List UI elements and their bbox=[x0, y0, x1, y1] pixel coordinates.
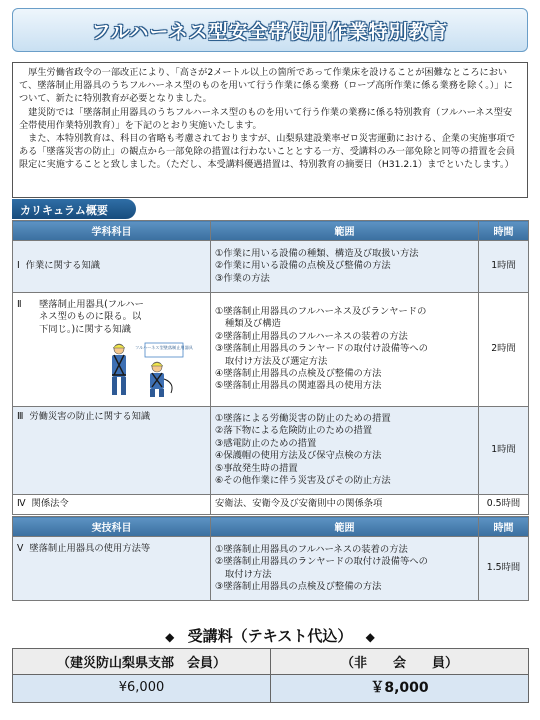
scope-line: ②墜落制止用器具のランヤードの取付け設備等への bbox=[215, 556, 428, 568]
scope-line: 安衛法、安衛令及び安衛則中の関係条項 bbox=[215, 497, 383, 509]
subject-text: 墜落制止用器具の使用方法等 bbox=[29, 543, 151, 554]
scope-line: ⑤事故発生時の措置 bbox=[215, 462, 298, 474]
intro-paragraph-1: 厚生労働省政令の一部改正により、「高さが2メートル以上の箇所であって作業床を設けることが困難なところにおいて、墜落制止用器具のうちフルハーネス型のものを用いて行う作業に係る業務（ロープ高所作業に係る業務を除く。）」について、新たに特別教育が必要となりました。 bbox=[19, 67, 513, 105]
scope-line: ②作業に用いる設備の点検及び整備の方法 bbox=[215, 260, 391, 272]
intro-paragraph-2: 建災防では「墜落制止用器具のうちフルハーネス型のものを用いて行う作業の業務に係る特別教育（フルハーネス型安全帯使用作業特別教育）」を下記のとおり実施いたします。 bbox=[19, 106, 513, 131]
scope-line: 取付け方法及び選定方法 bbox=[225, 355, 328, 367]
time-cell: 1時間 bbox=[479, 406, 529, 494]
diamond-icon: ◆ bbox=[365, 630, 375, 644]
scope-line: 取付け方法 bbox=[225, 568, 272, 580]
scope-line: ③墜落制止用器具のランヤードの取付け設備等への bbox=[215, 343, 428, 355]
time-cell: 0.5時間 bbox=[479, 494, 529, 514]
subject-num: Ⅱ bbox=[17, 299, 22, 310]
subject-cell bbox=[13, 494, 211, 514]
member-price: ¥6,000 bbox=[13, 675, 271, 703]
table-row bbox=[13, 494, 529, 514]
intro-box bbox=[12, 62, 528, 198]
col-header-practical-subject: 実技科目 bbox=[13, 517, 211, 537]
nonmember-price: ￥8,000 bbox=[271, 675, 529, 703]
subject-text: 作業に関する知識 bbox=[25, 260, 101, 272]
scope-cell bbox=[211, 293, 479, 407]
subject-cell bbox=[13, 537, 211, 601]
time-cell: 2時間 bbox=[479, 293, 529, 407]
scope-line: ⑥その他作業に伴う災害及びその防止方法 bbox=[215, 474, 391, 486]
col-header-scope: 範囲 bbox=[211, 221, 479, 241]
scope-line: ④墜落制止用器具の点検及び整備の方法 bbox=[215, 367, 382, 379]
harness-illustration bbox=[99, 339, 193, 399]
subject-text: 墜落制止用器具(フルハーネス型のものに限る。以下同じ。)に関する知識 bbox=[39, 299, 144, 335]
subject-num: Ⅴ bbox=[17, 543, 24, 554]
scope-line: 種類及び構造 bbox=[225, 318, 281, 330]
subject-cell bbox=[13, 293, 211, 407]
diamond-icon: ◆ bbox=[165, 630, 175, 644]
col-header-subject: 学科科目 bbox=[13, 221, 211, 241]
time-cell: 1.5時間 bbox=[479, 537, 529, 601]
scope-cell bbox=[211, 241, 479, 293]
subject-num: Ⅰ bbox=[17, 260, 20, 272]
subject-text: 労働災害の防止に関する知識 bbox=[29, 410, 151, 422]
scope-line: ②墜落制止用器具のフルハーネスの装着の方法 bbox=[215, 330, 408, 342]
member-label: （建災防山梨県支部 会員） bbox=[13, 649, 271, 675]
subject-num: Ⅳ bbox=[17, 497, 26, 509]
table-row bbox=[13, 537, 529, 601]
scope-line: ①墜落による労働災害の防止のための措置 bbox=[215, 412, 391, 424]
page-title: フルハーネス型安全帯使用作業特別教育 bbox=[91, 20, 449, 43]
col-header-practical-scope: 範囲 bbox=[211, 517, 479, 537]
fee-heading bbox=[0, 625, 540, 646]
intro-paragraph-3: また、本特別教育は、科目の省略も考慮されておりますが、山梨県建設業率ゼロ災害運動における、企業の実施事項である「墜落災害の防止」の観点から一部免除の措置は行わないこととする一方、受講料のみ一部免除と同等の措置を会員限定に実施することと致しました。（ただし、本受講料優遇措置は、特別教育の摘要日（H31.2.1）までといたします。） bbox=[19, 133, 516, 171]
title-banner bbox=[12, 8, 528, 52]
fee-table bbox=[12, 648, 529, 703]
scope-line: ①墜落制止用器具のフルハーネス及びランヤードの bbox=[215, 305, 427, 317]
curriculum-table bbox=[12, 220, 529, 515]
subject-num: Ⅲ bbox=[17, 410, 24, 422]
scope-line: ①墜落制止用器具のフルハーネスの装着の方法 bbox=[215, 543, 408, 555]
subject-cell bbox=[13, 406, 211, 494]
scope-line: ⑤墜落制止用器具の関連器具の使用方法 bbox=[215, 380, 382, 392]
scope-line: ③墜落制止用器具の点検及び整備の方法 bbox=[215, 580, 382, 592]
curriculum-tab: カリキュラム概要 bbox=[12, 199, 136, 219]
col-header-time: 時間 bbox=[479, 221, 529, 241]
table-row bbox=[13, 406, 529, 494]
scope-cell bbox=[211, 406, 479, 494]
subject-text: 関係法令 bbox=[31, 497, 69, 509]
practical-table bbox=[12, 516, 529, 601]
scope-line: ③感電防止のための措置 bbox=[215, 437, 317, 449]
time-cell: 1時間 bbox=[479, 241, 529, 293]
table-row bbox=[13, 293, 529, 407]
scope-line: ②落下物による危険防止のための措置 bbox=[215, 425, 373, 437]
illus-label: フルハーネス型墜落制止用器具 bbox=[135, 345, 193, 351]
subject-cell bbox=[13, 241, 211, 293]
scope-cell bbox=[211, 537, 479, 601]
scope-line: ①作業に用いる設備の種類、構造及び取扱い方法 bbox=[215, 247, 419, 259]
nonmember-label: （非 会 員） bbox=[271, 649, 529, 675]
scope-cell bbox=[211, 494, 479, 514]
table-row bbox=[13, 241, 529, 293]
scope-line: ④保護帽の使用方法及び保守点検の方法 bbox=[215, 450, 382, 462]
scope-line: ③作業の方法 bbox=[215, 272, 270, 284]
col-header-practical-time: 時間 bbox=[479, 517, 529, 537]
fee-heading-text: 受講料（テキスト代込） bbox=[187, 627, 353, 645]
